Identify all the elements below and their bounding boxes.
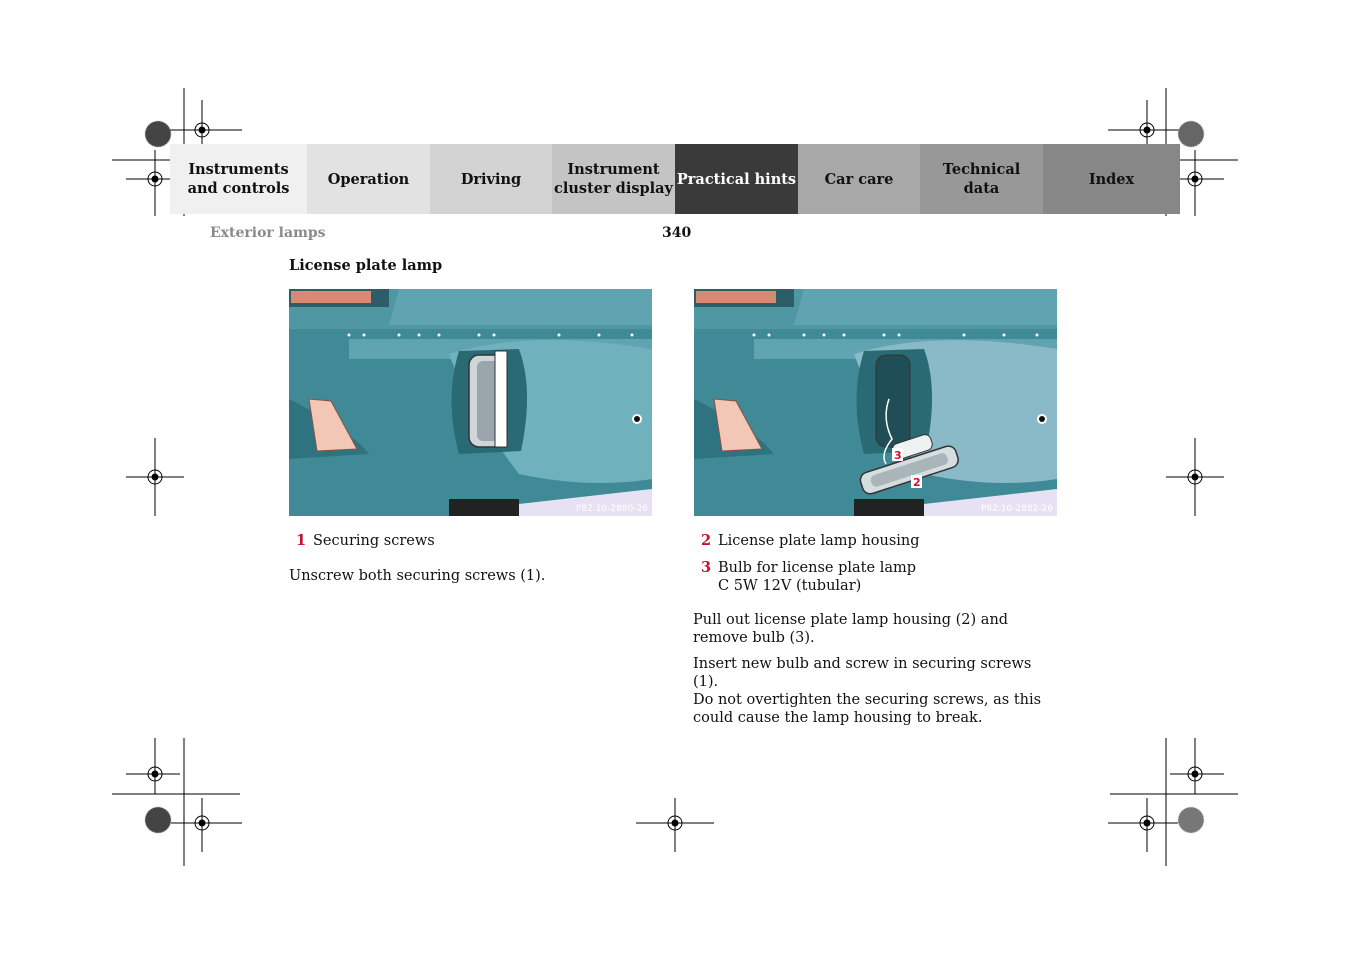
legend-item — [289, 532, 435, 550]
legend-item — [694, 532, 920, 550]
tab-practical-hints[interactable] — [675, 144, 798, 214]
tab-operation[interactable] — [307, 144, 430, 214]
figure-code: P82.10-2880-26 — [575, 504, 648, 514]
page-heading: License plate lamp — [289, 257, 443, 274]
tab-label: Index — [1088, 170, 1135, 188]
legend-text: Securing screws — [313, 533, 435, 549]
tab-label: Driving — [460, 170, 522, 188]
tab-label: Car care — [824, 170, 894, 188]
tab-driving[interactable] — [430, 144, 552, 214]
tab-label: cluster display — [554, 180, 673, 197]
figure-lamp-housing — [694, 289, 1057, 516]
legend-number: 2 — [700, 532, 712, 549]
tab-label: Practical hints — [676, 170, 797, 188]
instruction-line: Insert new bulb and screw in securing screws (1). — [693, 656, 1032, 690]
instruction-paragraph — [693, 655, 1058, 727]
instruction-paragraph: Unscrew both securing screws (1). — [289, 568, 546, 584]
instruction-line: Do not overtighten the securing screws, as this could cause the lamp housing to break. — [693, 692, 1042, 726]
car-rear-illustration — [694, 289, 1057, 516]
tab-car-care[interactable] — [798, 144, 920, 214]
legend-item — [694, 559, 916, 595]
callout-2: 2 — [913, 476, 921, 489]
section-title: Exterior lamps — [210, 225, 326, 241]
legend-text: Bulb for license plate lamp — [718, 560, 917, 576]
tab-instrument-cluster-display[interactable] — [552, 144, 675, 214]
legend-text: C 5W 12V (tubular) — [718, 578, 862, 594]
tab-label: Instruments — [188, 161, 289, 178]
figure-securing-screws — [289, 289, 652, 516]
tab-label: Operation — [327, 170, 410, 188]
tab-instruments-and-controls[interactable] — [170, 144, 307, 214]
legend-text: License plate lamp housing — [718, 533, 920, 549]
legend-number: 3 — [700, 559, 712, 576]
legend-number: 1 — [295, 532, 307, 549]
tab-label: and controls — [187, 180, 290, 197]
tab-label: Instrument — [567, 161, 660, 178]
figure-code: P82.10-2882-26 — [980, 504, 1053, 514]
car-rear-illustration — [289, 289, 652, 516]
tab-label: Technical — [942, 161, 1021, 178]
tab-label: data — [963, 180, 1000, 197]
instruction-paragraph: Pull out license plate lamp housing (2) and remove bulb (3). — [693, 612, 1009, 646]
callout-3: 3 — [894, 449, 902, 462]
tab-technical-data[interactable] — [920, 144, 1043, 214]
tab-index[interactable] — [1043, 144, 1180, 214]
page-number: 340 — [662, 225, 692, 241]
